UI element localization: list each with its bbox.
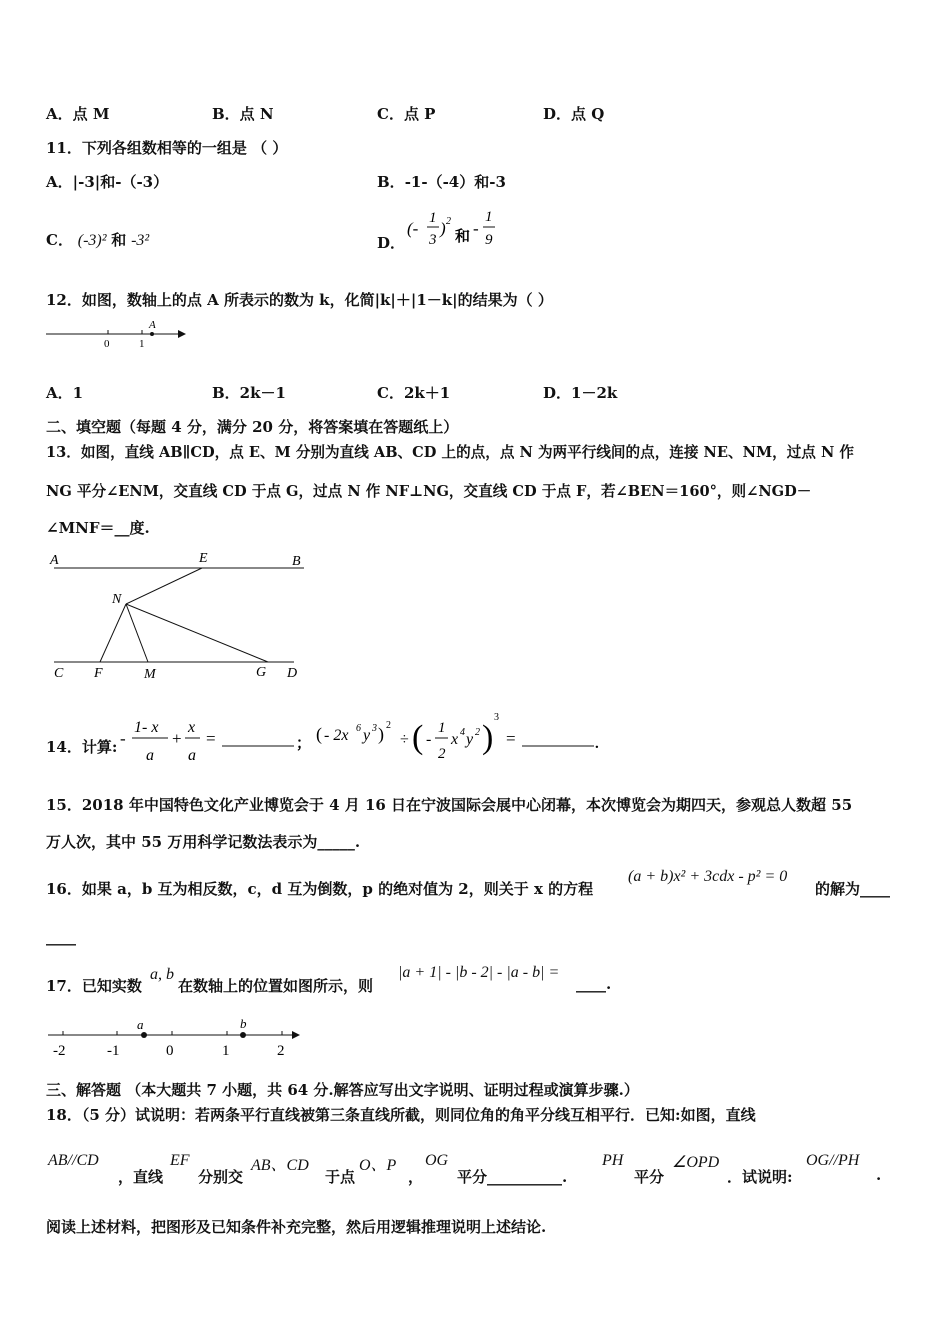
svg-text:y: y [466,731,474,748]
svg-text:2: 2 [386,720,391,731]
svg-text:3: 3 [494,712,499,723]
q11-option-a [46,171,168,192]
q17-tick-2: 2 [277,1043,285,1059]
svg-text:3: 3 [372,723,377,734]
fig-label-g: G [256,665,267,680]
q18-ab-cd-2: AB、CD [251,1157,309,1174]
q15-line2: 万人次，其中 55 万用科学记数法表示为_____. [46,833,361,851]
fig-label-a: A [50,553,59,568]
q11-c-expr1: (-3)² [77,232,107,249]
fig-label-b: B [292,554,301,569]
q18-line1: 18．（5 分）试说明：若两条平行直线被第三条直线所截，则同位角的角平分线互相平行．已知:如图，直线 [46,1106,756,1124]
svg-text:6: 6 [356,723,361,734]
q14-end: . [595,736,599,752]
svg-text:a: a [146,747,154,764]
q18-text-8: . [876,1166,882,1184]
q12-tick-1: 1 [139,338,145,350]
q17-end: ____. [576,975,612,993]
q18-og-ph: OG//PH [806,1152,860,1169]
q16-tail-blank: ____ [46,928,76,946]
q17-mid: 在数轴上的位置如图所示，则 [178,977,374,995]
q11-b-label: B． [377,173,405,191]
q12-number-line [44,318,194,350]
q17-tick-neg2: -2 [53,1043,66,1059]
svg-text:(-: (- [407,219,419,238]
q15-line1: 15．2018 年中国特色文化产业博览会于 4 月 16 日在宁波国际会展中心闭幕，本次博览会为期四天，参观总人数超 55 [46,796,853,814]
q18-ef: EF [170,1152,190,1169]
q17-point-b: b [240,1016,247,1031]
q16-equation: (a + b)x² + 3cdx - p² = 0 [628,868,788,885]
q11-d-expression [405,203,505,251]
svg-text:- 2x: - 2x [324,727,349,744]
q10-option-c: C．点 P [377,105,436,123]
fig-label-f: F [94,666,103,681]
fig-label-n: N [112,592,122,607]
q18-text-5: 平分__________. [457,1168,568,1186]
svg-text:y: y [363,727,371,744]
fig-label-e: E [199,551,208,566]
q16-prefix: 16．如果 a，b 互为相反数，c，d 互为倒数，p 的绝对值为 2，则关于 x 的方程 [46,880,594,898]
svg-text:3: 3 [429,232,437,248]
svg-text:2: 2 [438,746,446,762]
svg-text:): ) [378,724,384,744]
q12-point-a: A [149,319,156,331]
q17-tick-1: 1 [222,1043,230,1059]
q18-text-2: 分别交 [198,1168,244,1186]
svg-text:): ) [482,719,494,756]
q12-option-b: B．2k－1 [212,384,286,402]
svg-text:-: - [473,219,479,238]
q18-line3: 阅读上述材料，把图形及已知条件补充完整，然后用逻辑推理说明上述结论. [46,1218,547,1236]
svg-text:(: ( [316,724,322,744]
q11-option-c [46,229,149,250]
svg-text:+: + [172,729,182,748]
svg-text:1: 1 [429,210,437,226]
q14-expressions [116,708,616,768]
q17-number-line [44,1015,309,1060]
q11-option-b [377,171,506,192]
q14-separator: ； [296,736,312,752]
svg-text:-: - [120,729,126,748]
q12-option-c: C．2k＋1 [377,384,451,402]
svg-text:÷: ÷ [400,731,409,748]
q11-a-label: A． [46,173,73,191]
q13-line1: 13．如图，直线 AB∥CD，点 E、M 分别为直线 AB、CD 上的点，点 N 为两平行线间的点，连接 NE、NM，过点 N 作 [46,444,854,461]
svg-text:-: - [426,731,432,748]
svg-text:1: 1 [438,720,446,736]
q17-prefix: 17．已知实数 [46,977,142,995]
fig-label-d: D [287,666,298,681]
svg-text:(: ( [412,719,424,756]
svg-text:): ) [440,219,446,238]
q18-ab-cd: AB//CD [48,1152,99,1169]
svg-text:a: a [188,747,196,764]
section-3-heading: 三、解答题 （本大题共 7 小题，共 64 分.解答应写出文字说明、证明过程或演算步骤.） [46,1081,639,1099]
q17-tick-neg1: -1 [107,1043,120,1059]
q18-ph: PH [602,1152,624,1169]
q12-tick-0: 0 [104,338,110,350]
q13-line2: NG 平分∠ENM，交直线 CD 于点 G，过点 N 作 NF⊥NG，交直线 CD 于点 F，若∠BEN＝160°，则∠NGD－ [46,483,812,500]
q18-text-6: 平分 [634,1168,665,1186]
q11-b-text: -1-（-4）和-3 [404,173,506,191]
q18-o-p: O、P [359,1157,397,1174]
svg-text:=: = [506,729,516,748]
svg-text:2: 2 [446,216,451,227]
q18-text-1: ，直线 [118,1168,164,1186]
svg-text:4: 4 [460,727,465,738]
q12-option-a: A．1 [46,384,84,402]
q18-text-4: ， [408,1168,424,1186]
q11-d-label: D． [377,234,406,252]
q10-option-a: A．点 M [46,105,110,123]
q11-c-expr2: -3² [131,232,150,249]
q13-figure [44,545,314,685]
fig-label-c: C [54,666,64,681]
svg-text:x: x [188,719,196,736]
q13-line3: ∠MNF＝__度. [46,519,150,537]
section-2-heading: 二、填空题（每题 4 分，满分 20 分，将答案填在答题纸上） [46,418,459,436]
svg-text:=: = [206,729,216,748]
q16-suffix: 的解为____ [815,880,891,898]
q18-text-7: ．试说明: [727,1168,793,1186]
q17-expression: |a + 1| - |b - 2| - |a - b| = [398,964,560,981]
q10-option-d: D．点 Q [543,105,605,123]
q10-option-b: B．点 N [212,105,274,123]
q11-stem: 11．下列各组数相等的一组是 （ ） [46,139,288,157]
q18-text-3: 于点 [325,1168,356,1186]
svg-text:2: 2 [475,727,480,738]
q17-tick-0: 0 [166,1043,174,1059]
svg-text:9: 9 [485,232,493,248]
q17-point-a: a [137,1017,144,1032]
q18-og: OG [425,1152,449,1169]
q12-option-d: D．1－2k [543,384,618,402]
svg-text:x: x [451,731,459,748]
q11-a-text: |-3|和-（-3） [72,173,169,191]
svg-text:1- x: 1- x [134,719,159,736]
q12-stem: 12．如图，数轴上的点 A 所表示的数为 k，化简|k|＋|1－k|的结果为（ ） [46,291,553,309]
q17-vars: a, b [150,966,174,983]
q11-c-and: 和 [111,231,127,249]
q11-d-and: 和 [455,229,471,245]
q11-c-label: C． [46,231,73,249]
fig-label-m: M [144,667,156,682]
q14-prefix: 14．计算: [46,738,118,756]
q18-angle-opd: ∠OPD [672,1154,720,1171]
svg-text:1: 1 [485,209,493,225]
